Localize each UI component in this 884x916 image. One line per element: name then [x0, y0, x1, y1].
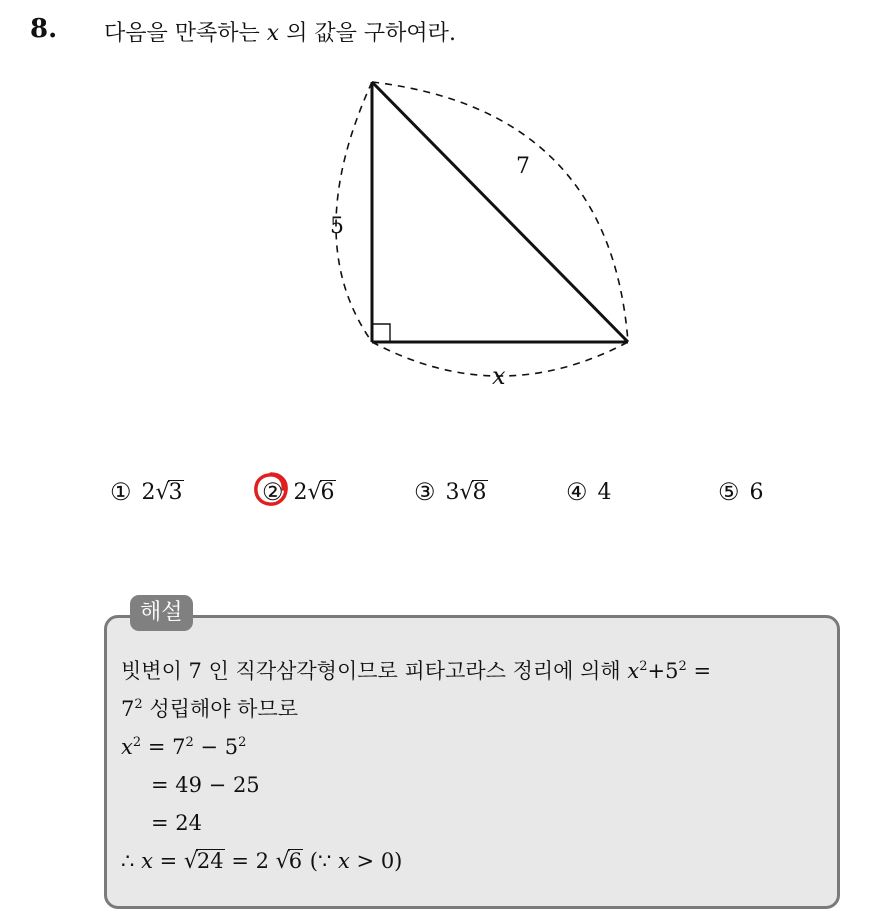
side-left-dashed-arc	[336, 82, 372, 342]
choice-5-number: ⑤	[718, 478, 740, 506]
choice-1[interactable]	[110, 478, 184, 506]
choice-4-value: 4	[597, 479, 612, 505]
choice-3-sqrt: √8	[459, 479, 487, 505]
solution-tag: 해설	[130, 595, 193, 631]
solution-line-4: = 49 − 25	[151, 773, 260, 797]
choice-3-number: ③	[414, 478, 436, 506]
choice-2-coef: 2	[293, 479, 308, 505]
triangle-hypotenuse	[372, 82, 628, 342]
choice-2-radicand: 6	[320, 479, 335, 505]
solution-line-5: = 24	[151, 811, 202, 835]
question-text	[104, 16, 456, 47]
selected-circle-mark	[252, 470, 290, 508]
solution-line-3-rest-b: − 5	[200, 735, 239, 759]
side-hyp-label: 7	[516, 154, 530, 179]
question-text-after: 의 값을 구하여라.	[286, 21, 456, 46]
solution-line-6-radicand2: 6	[288, 849, 303, 873]
question-text-before: 다음을 만족하는	[104, 21, 260, 46]
choice-4[interactable]	[566, 478, 612, 506]
solution-line-1-exp: 2	[639, 659, 648, 674]
solution-line-6-mid: = 2	[231, 849, 269, 873]
solution-line-6-cond-close: > 0)	[356, 849, 403, 873]
solution-line-6-cond-open: (∵	[309, 849, 332, 873]
choice-5-value: 6	[749, 479, 764, 505]
choice-3[interactable]	[414, 478, 488, 506]
solution-line-2-exp: 2	[134, 697, 143, 712]
question-variable: x	[266, 21, 280, 46]
choice-1-number: ①	[110, 478, 132, 506]
solution-line-3-exp: 2	[132, 735, 142, 750]
solution-line-3-exp3: 2	[238, 735, 247, 750]
solution-line-3	[121, 728, 825, 766]
choice-5[interactable]	[718, 478, 764, 506]
solution-line-3-x: x	[121, 735, 133, 759]
solution-box	[104, 615, 840, 909]
solution-line-6-sqrt2: √6	[275, 849, 303, 874]
choice-2-number	[262, 478, 284, 506]
triangle-figure	[320, 70, 650, 400]
choice-2[interactable]	[262, 478, 336, 506]
solution-line-6-sqrt: √24	[183, 849, 224, 874]
side-left-label: 5	[330, 214, 344, 239]
solution-body	[121, 652, 825, 881]
choice-1-coef: 2	[141, 479, 156, 505]
solution-line-6-x: x	[141, 849, 153, 873]
choices	[0, 478, 884, 518]
solution-line-2-base: 7	[121, 697, 135, 721]
choice-1-sqrt: √3	[155, 479, 183, 505]
solution-line-1-exp2: 2	[678, 659, 687, 674]
solution-line-1-x: x	[627, 659, 640, 683]
solution-line-1-text: 빗변이 7 인 직각삼각형이므로 피타고라스 정리에 의해	[121, 659, 621, 683]
solution-line-3-rest-a: = 7	[147, 735, 186, 759]
side-bottom-label: x	[492, 362, 506, 390]
solution-line-2-text: 성립해야 하므로	[149, 697, 299, 721]
solution-line-6-therefore: ∴	[121, 849, 135, 873]
choice-2-sqrt: √6	[307, 479, 335, 505]
solution-line-6-eq: =	[159, 849, 178, 873]
choice-3-coef: 3	[445, 479, 460, 505]
solution-line-1-plus: +5	[647, 659, 679, 683]
question-number: 8.	[30, 14, 58, 44]
choice-1-radicand: 3	[168, 479, 183, 505]
choice-2-number-text: ②	[262, 478, 284, 506]
choice-4-number: ④	[566, 478, 588, 506]
right-angle-mark	[372, 324, 390, 342]
solution-line-2	[121, 690, 825, 728]
solution-line-1	[121, 652, 825, 690]
solution-line-6-cond-x: x	[338, 849, 350, 873]
solution-line-6	[121, 842, 825, 881]
solution-line-3-exp2: 2	[185, 735, 194, 750]
choice-3-radicand: 8	[472, 479, 487, 505]
solution-line-1-eq: =	[693, 659, 712, 683]
solution-line-6-radicand: 24	[196, 849, 224, 873]
